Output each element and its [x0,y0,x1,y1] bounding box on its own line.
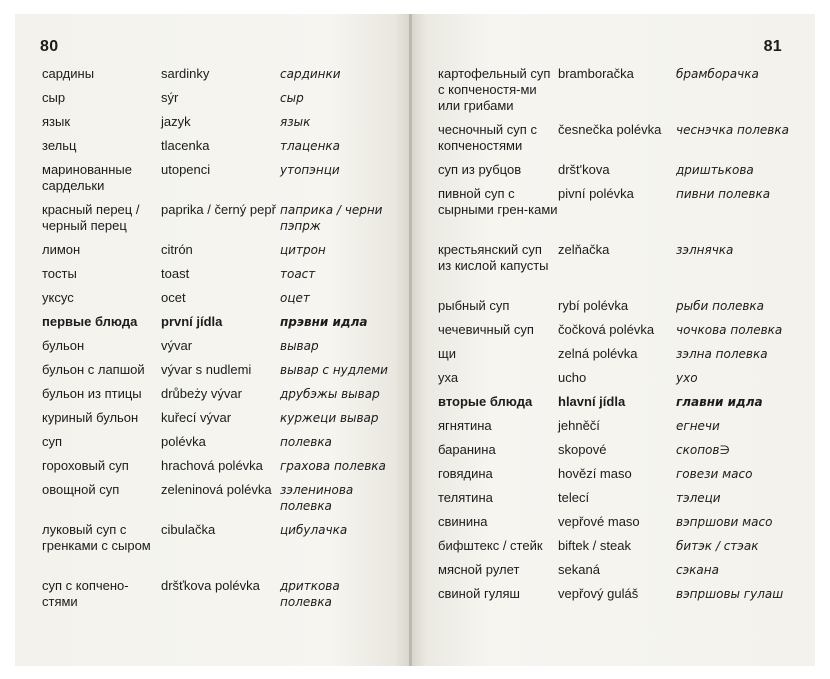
vocabulary-row [42,62,392,86]
czech-term: česnečka polévka [558,122,662,137]
czech-term: telecí [558,490,590,505]
russian-term: красный перец / черный перец [42,202,140,233]
right-page [410,14,815,666]
page-number: 81 [763,38,782,55]
transcription: полевка [280,435,332,449]
russian-term: бульон с лапшой [42,362,145,377]
transcription: рыби полевка [676,299,765,313]
vocabulary-row [42,238,392,262]
transcription: дриткова полевка [280,579,340,609]
russian-term: куриный бульон [42,410,139,425]
section-heading-row [438,390,790,414]
czech-term: drůbeży vývar [161,386,242,401]
vocabulary-row [438,238,790,294]
vocabulary-row [438,582,790,606]
czech-term: tlacenka [161,138,210,153]
transcription: прэвни идла [280,315,368,329]
czech-term: jehněčí [558,418,600,433]
czech-term: zelná polévka [558,346,638,361]
vocabulary-row [42,262,392,286]
page-number: 80 [40,38,59,55]
vocabulary-row [42,382,392,406]
vocabulary-row [42,358,392,382]
czech-term: první jídla [161,314,223,329]
czech-term: sekaná [558,562,600,577]
czech-term: ucho [558,370,587,385]
vocabulary-row [42,158,392,198]
czech-term: vepřový guláš [558,586,639,601]
vocabulary-row [42,134,392,158]
vocabulary-row [438,182,790,238]
czech-term: paprika / černý pepř [161,202,276,217]
section-heading-row [42,310,392,334]
russian-term: пивной суп с сырными грен-ками [438,186,558,217]
russian-term: свиной гуляш [438,586,520,601]
transcription: оцет [280,291,310,305]
transcription: тлаценка [280,139,341,153]
transcription: грахова полевка [280,459,386,473]
vocabulary-row [438,510,790,534]
czech-term: čočková polévka [558,322,655,337]
russian-term: сыр [42,90,66,105]
open-book [15,14,815,666]
transcription: дриштькова [676,163,754,177]
czech-term: rybí polévka [558,298,629,313]
czech-term: bramboračka [558,66,634,81]
book-gutter [409,14,412,666]
russian-term: язык [42,114,71,129]
vocabulary-table [42,62,392,614]
czech-term: skopové [558,442,607,457]
vocabulary-row [438,118,790,158]
russian-term: бульон из птицы [42,386,142,401]
vocabulary-row [42,334,392,358]
transcription: сэкана [676,563,719,577]
czech-term: biftek / steak [558,538,631,553]
transcription: говези масо [676,467,753,481]
transcription: тэлеци [676,491,721,505]
transcription: зэленинова полевка [280,483,354,513]
vocabulary-row [438,318,790,342]
russian-term: уксус [42,290,74,305]
russian-term: суп из рубцов [438,162,522,177]
czech-term: cibulačka [161,522,216,537]
czech-term: vepřové maso [558,514,640,529]
russian-term: картофельный суп с копченостя-ми или грибами [438,66,551,113]
transcription: сыр [280,91,304,105]
russian-term: маринованные сардельки [42,162,132,193]
transcription: ухо [676,371,698,385]
vocabulary-row [42,86,392,110]
vocabulary-row [42,198,392,238]
russian-term: тосты [42,266,77,281]
vocabulary-row [438,486,790,510]
czech-term: vývar s nudlemi [161,362,252,377]
czech-term: hovězí maso [558,466,632,481]
vocabulary-row [438,462,790,486]
vocabulary-row [438,366,790,390]
czech-term: ocet [161,290,186,305]
transcription: вэпршовы гулаш [676,587,784,601]
transcription: чочкова полевка [676,323,783,337]
transcription: утопэнци [280,163,340,177]
czech-term: hlavní jídla [558,394,626,409]
transcription: главни идла [676,395,763,409]
transcription: вэпршови масо [676,515,773,529]
vocabulary-row [438,438,790,462]
russian-term: овощной суп [42,482,120,497]
russian-term: чечевичный суп [438,322,534,337]
russian-term: говядина [438,466,493,481]
czech-term: zelňačka [558,242,610,257]
transcription: чеснэчка полевка [676,123,789,137]
russian-term: бульон [42,338,85,353]
czech-term: utopenci [161,162,211,177]
russian-term: мясной рулет [438,562,520,577]
transcription: паприка / черни пэпрж [280,203,383,233]
left-page [15,14,410,666]
czech-term: vývar [161,338,193,353]
transcription: сардинки [280,67,341,81]
vocabulary-row [42,478,392,518]
russian-term: гороховый суп [42,458,129,473]
vocabulary-row [438,414,790,438]
russian-term: первые блюда [42,314,138,329]
vocabulary-row [438,558,790,582]
vocabulary-row [42,518,392,574]
czech-term: kuřecí vývar [161,410,232,425]
transcription: вывар [280,339,319,353]
czech-term: jazyk [161,114,191,129]
russian-term: суп с копчено-стями [42,578,129,609]
czech-term: dršťkova polévka [161,578,260,593]
vocabulary-row [42,406,392,430]
vocabulary-row [438,158,790,182]
transcription: скопов∋ [676,443,730,457]
russian-term: вторые блюда [438,394,533,409]
czech-term: pivní polévka [558,186,634,201]
czech-term: sýr [161,90,179,105]
czech-term: hrachová polévka [161,458,263,473]
transcription: цибулачка [280,523,348,537]
vocabulary-row [438,534,790,558]
czech-term: polévka [161,434,206,449]
vocabulary-row [438,294,790,318]
czech-term: zeleninová polévka [161,482,272,497]
russian-term: рыбный суп [438,298,510,313]
czech-term: citrón [161,242,193,257]
transcription: цитрон [280,243,326,257]
russian-term: баранина [438,442,496,457]
czech-term: sardinky [161,66,210,81]
transcription: тоаст [280,267,316,281]
transcription: зэлнячка [676,243,734,257]
transcription: куржеци вывар [280,411,379,425]
vocabulary-row [42,430,392,454]
vocabulary-row [42,454,392,478]
vocabulary-row [438,342,790,366]
russian-term: луковый суп с гренками с сыром [42,522,151,553]
vocabulary-row [42,286,392,310]
russian-term: щи [438,346,456,361]
czech-term: toast [161,266,190,281]
russian-term: ягнятина [438,418,492,433]
vocabulary-table [438,62,790,606]
russian-term: бифштекс / стейк [438,538,543,553]
russian-term: суп [42,434,63,449]
transcription: зэлна полевка [676,347,768,361]
russian-term: крестьянский суп из кислой капусты [438,242,549,273]
transcription: брамборачка [676,67,759,81]
russian-term: свинина [438,514,488,529]
transcription: язык [280,115,311,129]
transcription: битэк / стэак [676,539,759,553]
transcription: вывар с нудлеми [280,363,388,377]
czech-term: dršt'kova [558,162,610,177]
russian-term: телятина [438,490,493,505]
transcription: егнечи [676,419,720,433]
russian-term: уха [438,370,459,385]
russian-term: сардины [42,66,95,81]
russian-term: лимон [42,242,81,257]
vocabulary-row [42,110,392,134]
transcription: пивни полевка [676,187,771,201]
russian-term: зельц [42,138,77,153]
russian-term: чесночный суп с копченостями [438,122,537,153]
transcription: друбэжы вывар [280,387,380,401]
vocabulary-row [42,574,392,614]
vocabulary-row [438,62,790,118]
